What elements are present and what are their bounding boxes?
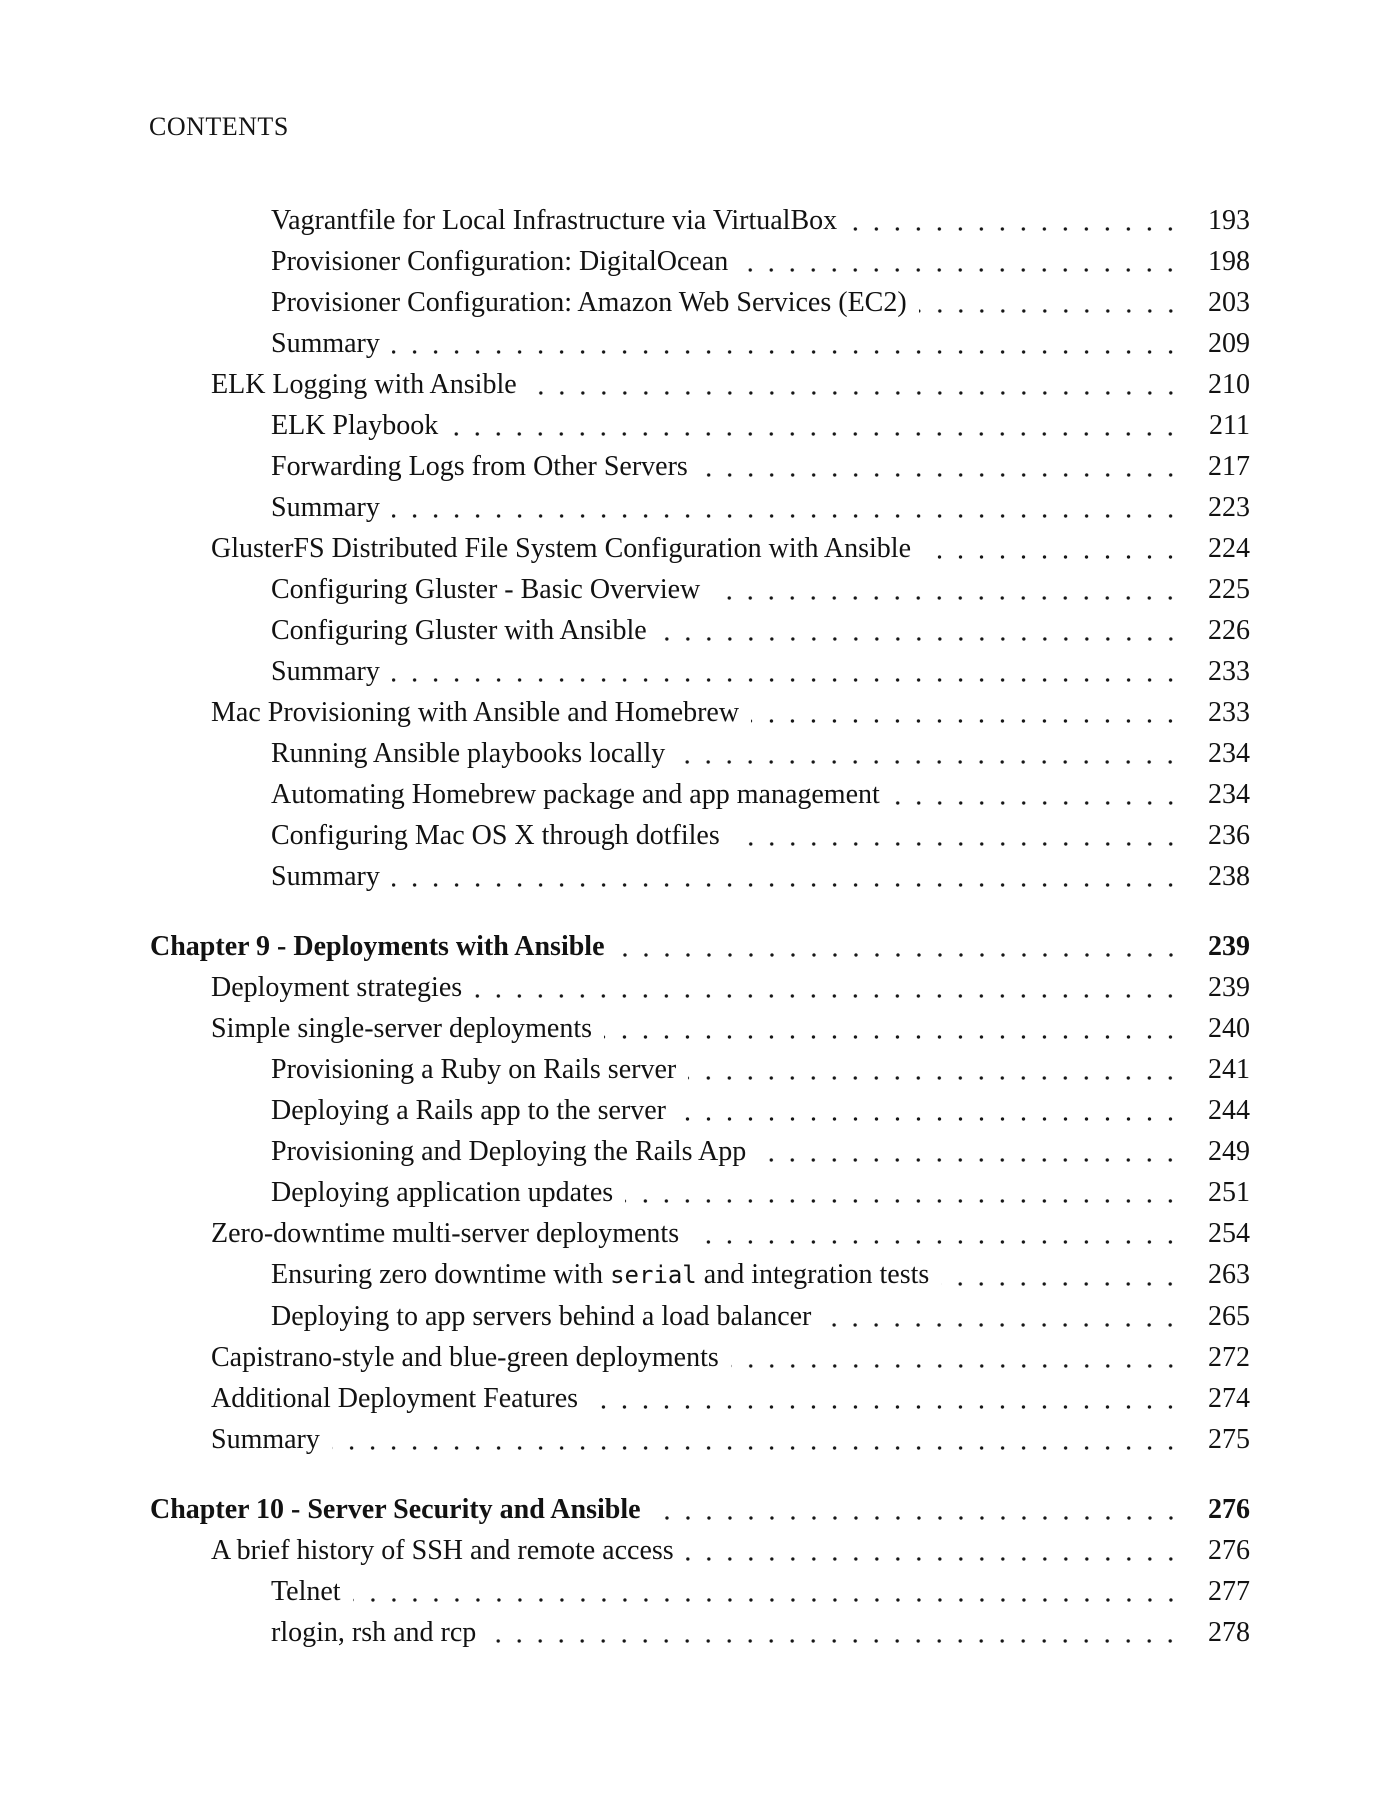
toc-entry-page: 274 bbox=[1208, 1383, 1250, 1414]
toc-entry-page: 234 bbox=[1208, 779, 1250, 810]
toc-entry-title bbox=[271, 1131, 746, 1172]
toc-entry bbox=[150, 1213, 1250, 1254]
dot-leader bbox=[392, 514, 1181, 518]
toc-entry bbox=[150, 1008, 1250, 1049]
toc-entry-title bbox=[211, 1213, 679, 1254]
toc-entry bbox=[150, 692, 1250, 733]
toc-entry-title bbox=[271, 487, 380, 528]
toc-entry-title bbox=[271, 1571, 341, 1612]
toc-entry-page: 217 bbox=[1208, 451, 1250, 482]
toc-entry-title bbox=[211, 528, 911, 569]
toc-title-text-fragment: Configuring Gluster - Basic Overview bbox=[271, 574, 701, 605]
toc-title-text-fragment: Deploying application updates bbox=[271, 1177, 614, 1208]
dot-leader bbox=[653, 1516, 1181, 1520]
toc-entry-title bbox=[271, 1296, 811, 1337]
toc-entry-page: 234 bbox=[1208, 738, 1250, 769]
toc-title-text-fragment: Provisioning and Deploying the Rails App bbox=[271, 1136, 747, 1167]
dot-leader bbox=[529, 391, 1181, 395]
toc-title-text-fragment: GlusterFS Distributed File System Configuration with Ansible bbox=[211, 533, 911, 564]
toc-entry-title bbox=[271, 241, 728, 282]
toc-title-text-fragment: Summary bbox=[211, 1424, 320, 1455]
toc-entry-page: 275 bbox=[1208, 1424, 1250, 1455]
toc-entry-title bbox=[271, 200, 837, 241]
toc-entry-title bbox=[271, 1254, 929, 1296]
toc-entry bbox=[150, 200, 1250, 241]
toc-entry bbox=[150, 1612, 1250, 1653]
dot-leader bbox=[700, 473, 1181, 477]
toc-title-text-fragment: ELK Playbook bbox=[271, 410, 439, 441]
dot-leader bbox=[731, 1364, 1181, 1368]
toc-entry-page: 223 bbox=[1208, 492, 1250, 523]
toc-title-text-fragment: ELK Logging with Ansible bbox=[211, 369, 517, 400]
toc-entry-title bbox=[271, 1049, 676, 1090]
toc-entry-title bbox=[271, 815, 720, 856]
toc-title-text-fragment: Ensuring zero downtime with bbox=[271, 1259, 611, 1290]
toc-title-code-fragment: serial bbox=[610, 1261, 697, 1289]
table-of-contents bbox=[150, 200, 1250, 1653]
dot-leader bbox=[941, 1282, 1181, 1286]
dot-leader bbox=[712, 596, 1181, 600]
dot-leader bbox=[590, 1405, 1181, 1409]
toc-entry-page: 209 bbox=[1208, 328, 1250, 359]
toc-title-text-fragment: Running Ansible playbooks locally bbox=[271, 738, 666, 769]
toc-entry-title bbox=[150, 926, 605, 967]
toc-title-text-fragment: Chapter 10 - Server Security and Ansible bbox=[150, 1494, 641, 1525]
toc-entry-page: 236 bbox=[1208, 820, 1250, 851]
toc-entry-title bbox=[150, 1489, 641, 1530]
toc-entry bbox=[150, 774, 1250, 815]
toc-title-text-fragment: Deploying a Rails app to the server bbox=[271, 1095, 667, 1126]
toc-entry-page: 211 bbox=[1209, 410, 1250, 441]
toc-entry-title bbox=[271, 569, 700, 610]
toc-entry-title bbox=[211, 1530, 674, 1571]
dot-leader bbox=[732, 842, 1181, 846]
toc-entry bbox=[150, 1571, 1250, 1612]
dot-leader bbox=[353, 1598, 1181, 1602]
toc-title-text-fragment: Mac Provisioning with Ansible and Homebrew bbox=[211, 697, 740, 728]
toc-entry bbox=[150, 856, 1250, 897]
toc-title-text-fragment: A brief history of SSH and remote access bbox=[211, 1535, 674, 1566]
toc-entry-page: 278 bbox=[1208, 1617, 1250, 1648]
toc-entry-title bbox=[271, 1612, 476, 1653]
dot-leader bbox=[751, 719, 1181, 723]
toc-entry bbox=[150, 1131, 1250, 1172]
toc-entry-title bbox=[211, 1419, 320, 1460]
toc-entry-page: 198 bbox=[1208, 246, 1250, 277]
toc-title-text-fragment: Additional Deployment Features bbox=[211, 1383, 579, 1414]
toc-entry-page: 224 bbox=[1208, 533, 1250, 564]
toc-entry-page: 276 bbox=[1208, 1494, 1250, 1525]
toc-entry bbox=[150, 967, 1250, 1008]
toc-entry-page: 265 bbox=[1208, 1301, 1250, 1332]
toc-entry-title bbox=[211, 364, 517, 405]
toc-entry-title bbox=[211, 1008, 592, 1049]
dot-leader bbox=[488, 1639, 1181, 1643]
toc-entry-page: 225 bbox=[1208, 574, 1250, 605]
dot-leader bbox=[823, 1323, 1181, 1327]
toc-title-text-fragment: Configuring Gluster with Ansible bbox=[271, 615, 647, 646]
toc-title-text-fragment: rlogin, rsh and rcp bbox=[271, 1617, 477, 1648]
toc-title-text-fragment: Automating Homebrew package and app management bbox=[271, 779, 880, 810]
dot-leader bbox=[392, 883, 1181, 887]
toc-entry-page: 226 bbox=[1208, 615, 1250, 646]
toc-entry-title bbox=[271, 733, 665, 774]
toc-entry-title bbox=[271, 323, 380, 364]
toc-entry-title bbox=[271, 282, 907, 323]
dot-leader bbox=[659, 637, 1181, 641]
toc-entry-page: 263 bbox=[1208, 1259, 1250, 1290]
dot-leader bbox=[678, 1117, 1181, 1121]
toc-title-text-fragment: Summary bbox=[271, 656, 380, 687]
toc-title-text-fragment: Summary bbox=[271, 492, 380, 523]
page-header: CONTENTS bbox=[149, 112, 289, 141]
toc-entry-title bbox=[211, 1378, 578, 1419]
toc-title-text-fragment: Vagrantfile for Local Infrastructure via VirtualBox bbox=[271, 205, 838, 236]
toc-entry bbox=[150, 610, 1250, 651]
toc-entry bbox=[150, 1530, 1250, 1571]
toc-entry-title bbox=[271, 1172, 613, 1213]
dot-leader bbox=[849, 227, 1181, 231]
toc-entry bbox=[150, 1378, 1250, 1419]
toc-entry-page: 233 bbox=[1208, 697, 1250, 728]
dot-leader bbox=[758, 1158, 1181, 1162]
toc-title-text-fragment: Provisioner Configuration: DigitalOcean bbox=[271, 246, 729, 277]
toc-entry bbox=[150, 364, 1250, 405]
dot-leader bbox=[625, 1199, 1181, 1203]
toc-entry bbox=[150, 487, 1250, 528]
toc-title-text-fragment: Zero-downtime multi-server deployments bbox=[211, 1218, 680, 1249]
toc-entry-page: 210 bbox=[1208, 369, 1250, 400]
toc-title-text-fragment: Deploying to app servers behind a load balancer bbox=[271, 1301, 812, 1332]
toc-entry-title bbox=[271, 446, 688, 487]
dot-leader bbox=[688, 1076, 1181, 1080]
toc-entry-title bbox=[271, 405, 438, 446]
toc-entry bbox=[150, 1090, 1250, 1131]
toc-entry-page: 272 bbox=[1208, 1342, 1250, 1373]
toc-entry bbox=[150, 926, 1250, 967]
toc-entry-title bbox=[271, 856, 380, 897]
toc-entry-page: 254 bbox=[1208, 1218, 1250, 1249]
toc-entry-page: 251 bbox=[1208, 1177, 1250, 1208]
toc-entry bbox=[150, 528, 1250, 569]
toc-title-text-fragment: Forwarding Logs from Other Servers bbox=[271, 451, 688, 482]
toc-title-text-fragment: and integration tests bbox=[696, 1259, 930, 1290]
dot-leader bbox=[332, 1446, 1181, 1450]
toc-entry bbox=[150, 323, 1250, 364]
toc-entry-page: 244 bbox=[1208, 1095, 1250, 1126]
dot-leader bbox=[604, 1035, 1181, 1039]
toc-entry bbox=[150, 1419, 1250, 1460]
toc-entry-title bbox=[211, 692, 739, 733]
toc-entry-title bbox=[211, 1337, 719, 1378]
toc-entry-title bbox=[271, 651, 380, 692]
toc-entry-title bbox=[271, 610, 647, 651]
dot-leader bbox=[923, 555, 1181, 559]
toc-entry bbox=[150, 651, 1250, 692]
toc-entry-page: 241 bbox=[1208, 1054, 1250, 1085]
toc-entry-page: 239 bbox=[1208, 931, 1250, 962]
toc-title-text-fragment: Simple single-server deployments bbox=[211, 1013, 593, 1044]
toc-title-text-fragment: Capistrano-style and blue-green deployments bbox=[211, 1342, 719, 1373]
dot-leader bbox=[450, 432, 1181, 436]
toc-entry bbox=[150, 241, 1250, 282]
dot-leader bbox=[691, 1240, 1181, 1244]
toc-entry bbox=[150, 1296, 1250, 1337]
toc-entry bbox=[150, 733, 1250, 774]
toc-title-text-fragment: Deployment strategies bbox=[211, 972, 463, 1003]
toc-title-text-fragment: Configuring Mac OS X through dotfiles bbox=[271, 820, 720, 851]
toc-entry bbox=[150, 405, 1250, 446]
toc-entry-title bbox=[211, 967, 462, 1008]
dot-leader bbox=[392, 350, 1181, 354]
toc-entry-page: 203 bbox=[1208, 287, 1250, 318]
toc-entry-title bbox=[271, 774, 880, 815]
dot-leader bbox=[919, 309, 1181, 313]
toc-entry bbox=[150, 815, 1250, 856]
toc-entry-page: 249 bbox=[1208, 1136, 1250, 1167]
toc-title-text-fragment: Chapter 9 - Deployments with Ansible bbox=[150, 931, 605, 962]
toc-entry bbox=[150, 1489, 1250, 1530]
dot-leader bbox=[617, 953, 1181, 957]
toc-title-text-fragment: Provisioning a Ruby on Rails server bbox=[271, 1054, 677, 1085]
toc-entry bbox=[150, 282, 1250, 323]
toc-entry bbox=[150, 1049, 1250, 1090]
toc-entry bbox=[150, 1172, 1250, 1213]
dot-leader bbox=[740, 268, 1181, 272]
toc-entry-page: 233 bbox=[1208, 656, 1250, 687]
dot-leader bbox=[677, 760, 1181, 764]
toc-entry bbox=[150, 569, 1250, 610]
toc-entry bbox=[150, 446, 1250, 487]
dot-leader bbox=[892, 801, 1181, 805]
dot-leader bbox=[392, 678, 1181, 682]
toc-entry bbox=[150, 1254, 1250, 1296]
toc-entry-page: 193 bbox=[1208, 205, 1250, 236]
toc-title-text-fragment: Provisioner Configuration: Amazon Web Services (EC2) bbox=[271, 287, 907, 318]
toc-entry-page: 277 bbox=[1208, 1576, 1250, 1607]
toc-entry-page: 240 bbox=[1208, 1013, 1250, 1044]
toc-entry-page: 276 bbox=[1208, 1535, 1250, 1566]
toc-entry-page: 239 bbox=[1208, 972, 1250, 1003]
toc-title-text-fragment: Telnet bbox=[271, 1576, 341, 1607]
toc-entry-page: 238 bbox=[1208, 861, 1250, 892]
toc-title-text-fragment: Summary bbox=[271, 328, 380, 359]
toc-entry-title bbox=[271, 1090, 666, 1131]
dot-leader bbox=[474, 994, 1181, 998]
toc-entry bbox=[150, 1337, 1250, 1378]
toc-title-text-fragment: Summary bbox=[271, 861, 380, 892]
dot-leader bbox=[686, 1557, 1181, 1561]
